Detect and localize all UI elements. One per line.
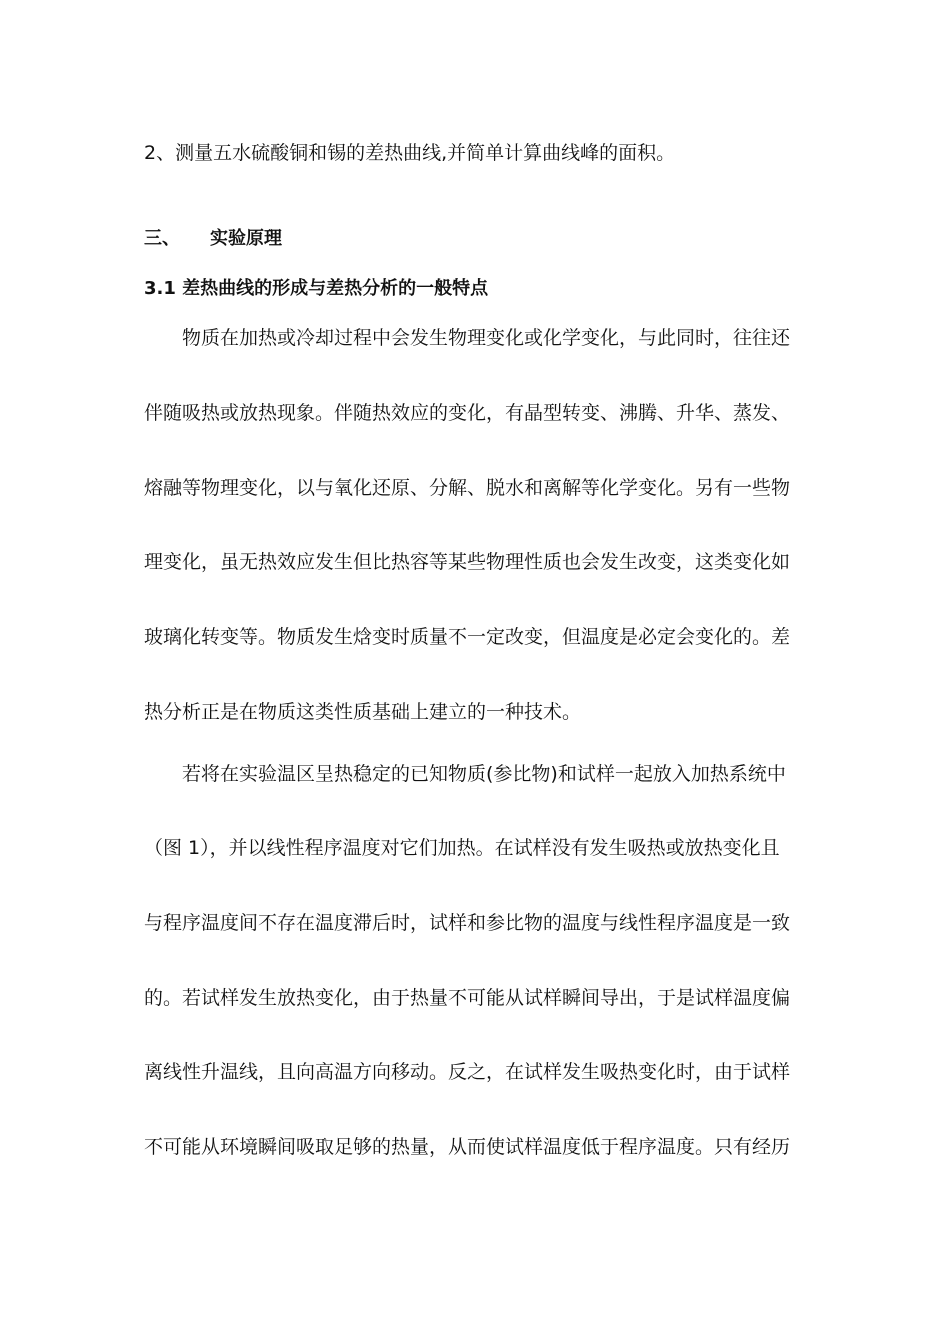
section-title: 实验原理 [210,228,282,249]
list-item-2: 2、测量五水硫酸铜和锡的差热曲线,并简单计算曲线峰的面积。 [144,142,676,164]
subsection-heading: 3.1 差热曲线的形成与差热分析的一般特点 [144,278,489,299]
paragraph-line: 的。若试样发生放热变化，由于热量不可能从试样瞬间导出，于是试样温度偏 [144,987,791,1009]
paragraph-line: 不可能从环境瞬间吸取足够的热量，从而使试样温度低于程序温度。只有经历 [144,1136,791,1158]
paragraph-line: 理变化，虽无热效应发生但比热容等某些物理性质也会发生改变，这类变化如 [144,551,791,573]
section-heading [144,227,282,251]
paragraph-line: （图 1），并以线性程序温度对它们加热。在试样没有发生吸热或放热变化且 [144,837,780,859]
paragraph-line: 与程序温度间不存在温度滞后时，试样和参比物的温度与线性程序温度是一致 [144,912,791,934]
paragraph-line: 离线性升温线，且向高温方向移动。反之，在试样发生吸热变化时，由于试样 [144,1061,791,1083]
paragraph-line: 若将在实验温区呈热稳定的已知物质(参比物)和试样一起放入加热系统中 [182,763,786,785]
paragraph-line: 物质在加热或冷却过程中会发生物理变化或化学变化，与此同时，往往还 [182,327,791,349]
paragraph-line: 熔融等物理变化，以与氧化还原、分解、脱水和离解等化学变化。另有一些物 [144,477,791,499]
paragraph-line: 玻璃化转变等。物质发生焓变时质量不一定改变，但温度是必定会变化的。差 [144,626,791,648]
section-number: 三、 [144,228,180,249]
paragraph-line: 伴随吸热或放热现象。伴随热效应的变化，有晶型转变、沸腾、升华、蒸发、 [144,402,791,424]
paragraph-line: 热分析正是在物质这类性质基础上建立的一种技术。 [144,701,582,723]
